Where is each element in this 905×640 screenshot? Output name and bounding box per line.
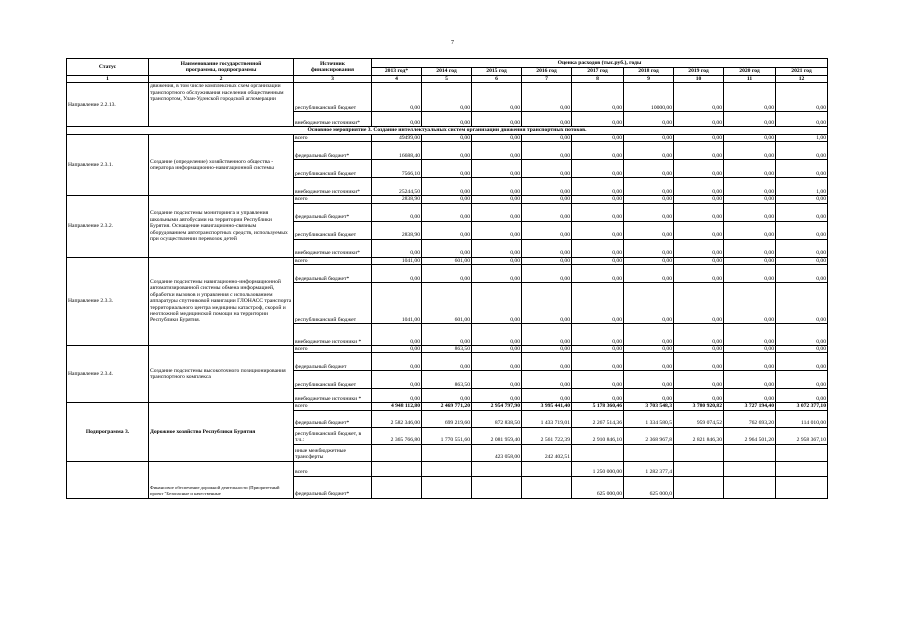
- block-2213-value: 0,00: [776, 83, 828, 112]
- block-232-value: 0,00: [624, 196, 674, 203]
- block-road-fund-value: 625 000,00: [572, 476, 624, 498]
- block-234-row: [67, 346, 828, 353]
- block-231-name: Создание (определение) хозяйственного общества - оператора информационно-навигационной системы: [149, 134, 294, 195]
- block-road-fund-value: [522, 476, 572, 498]
- block-232-value: 0,00: [572, 203, 624, 221]
- block-232-value: 0,00: [572, 221, 624, 239]
- block-231-value: 0,00: [422, 134, 472, 141]
- block-234-value: 0,00: [572, 371, 624, 389]
- block-road-fund-value: [776, 461, 828, 476]
- block-234-name: Создание подсистемы высокоточного позиционирования транспортного комплекса: [149, 346, 294, 403]
- block-234-value: 0,00: [372, 353, 422, 371]
- block-2213-status: Направление 2.2.13.: [67, 83, 149, 127]
- block-234-value: 0,00: [472, 346, 522, 353]
- subprogram-3-value: 2 582 346,00: [372, 410, 422, 427]
- block-232-value: 0,00: [776, 239, 828, 257]
- header-source-line2: финансирования: [310, 67, 355, 73]
- block-road-fund-value: [674, 476, 724, 498]
- block-2213-value: 0,00: [674, 83, 724, 112]
- block-233-value: 0,00: [674, 265, 724, 283]
- block-233-value: 0,00: [624, 265, 674, 283]
- block-2213-value: 0,00: [724, 112, 776, 127]
- block-234-source: всего: [294, 346, 372, 353]
- block-231-value: 0,00: [572, 178, 624, 196]
- block-232-value: 0,00: [522, 203, 572, 221]
- block-234-value: 0,00: [372, 346, 422, 353]
- subprogram-3-source: всего: [294, 403, 372, 410]
- block-234-value: 0,00: [724, 353, 776, 371]
- block-234-value: 0,00: [372, 371, 422, 389]
- block-232-value: 0,00: [472, 203, 522, 221]
- block-2213-value: 0,00: [624, 112, 674, 127]
- block-232-value: 0,00: [472, 239, 522, 257]
- block-232-value: 0,00: [674, 196, 724, 203]
- subprogram-3-row: [67, 403, 828, 410]
- block-231-value: 49499,00: [372, 134, 422, 141]
- block-231-value: 0,00: [776, 142, 828, 160]
- block-234-value: 0,00: [522, 389, 572, 403]
- block-233-value: 0,00: [472, 324, 522, 346]
- block-232-source: внебюджетные источники*: [294, 239, 372, 257]
- block-road-fund-name: Финансовое обеспечение дорожной деятельности (Приоритетный проект "Безопасные и качественные: [149, 461, 294, 498]
- main-event-3: Основное мероприятие 3. Создание интеллектуальных систем организации движения транспортных потоков.: [67, 127, 828, 134]
- block-232-name: Создание подсистемы мониторинга и управления школьными автобусами на территории Республики Бурятия. Оснащение навигационно-связным оборудованием автотранспортных средств, используемых при осуществлении перевозок детей: [149, 196, 294, 257]
- block-2213-source: республиканский бюджет: [294, 83, 372, 112]
- subprogram-3-value: 1 433 719,01: [522, 410, 572, 427]
- subprogram-3-value: 2 954 797,90: [472, 403, 522, 410]
- subprogram-3-value: 423 058,00: [472, 444, 522, 461]
- subprogram-3-value: 114 010,00: [776, 410, 828, 427]
- block-231-source: республиканский бюджет: [294, 160, 372, 178]
- header-col-number: 5: [422, 76, 472, 83]
- block-232-value: 0,00: [724, 203, 776, 221]
- subprogram-3-source: федеральный бюджет*: [294, 410, 372, 427]
- subprogram-3-value: [776, 444, 828, 461]
- block-232-source: федеральный бюджет*: [294, 203, 372, 221]
- block-road-fund-value: 1 282 377,4: [624, 461, 674, 476]
- block-233-value: 0,00: [724, 257, 776, 264]
- subprogram-3-value: 3 072 377,10: [776, 403, 828, 410]
- block-231-value: 0,00: [572, 160, 624, 178]
- block-231-value: 0,00: [674, 134, 724, 141]
- block-road-fund-value: [422, 476, 472, 498]
- subprogram-3-value: 3 780 920,82: [674, 403, 724, 410]
- block-234-value: 863,50: [422, 346, 472, 353]
- block-232-value: 0,00: [522, 239, 572, 257]
- subprogram-3-name: Дорожное хозяйство Республики Бурятия: [149, 403, 294, 461]
- block-233-value: 0,00: [422, 265, 472, 283]
- block-233-value: 0,00: [724, 283, 776, 324]
- block-234-value: 0,00: [776, 353, 828, 371]
- block-234-value: 0,00: [522, 346, 572, 353]
- block-234-value: 0,00: [724, 371, 776, 389]
- subprogram-3-source: иные межбюджетные трансферты: [294, 444, 372, 461]
- block-233-value: 0,00: [522, 283, 572, 324]
- block-road-fund-source: всего: [294, 461, 372, 476]
- subprogram-3-value: 762 693,20: [724, 410, 776, 427]
- block-234-value: 0,00: [522, 353, 572, 371]
- block-234-source: внебюджетные источники *: [294, 389, 372, 403]
- block-231-value: 0,00: [724, 178, 776, 196]
- block-2213-value: 0,00: [522, 112, 572, 127]
- block-233-value: 0,00: [724, 324, 776, 346]
- header-col-number: 2: [149, 76, 294, 83]
- subprogram-3-value: 5 178 360,46: [572, 403, 624, 410]
- header-col-number: 6: [472, 76, 522, 83]
- subprogram-3-value: 1 770 551,60: [422, 427, 472, 444]
- header-col-number: 10: [674, 76, 724, 83]
- block-233-value: 0,00: [472, 265, 522, 283]
- block-2213-value: 0,00: [572, 112, 624, 127]
- subprogram-3-value: 2 958 367,10: [776, 427, 828, 444]
- subprogram-3-value: 1 334 580,5: [624, 410, 674, 427]
- subprogram-3-value: 959 074,52: [674, 410, 724, 427]
- block-2213-value: 0,00: [724, 83, 776, 112]
- block-231-value: 0,00: [422, 160, 472, 178]
- block-232-status: Направление 2.3.2.: [67, 196, 149, 257]
- block-231-value: 1,00: [776, 178, 828, 196]
- header-year: 2015 год: [472, 68, 522, 76]
- header-col-number: 4: [372, 76, 422, 83]
- subprogram-3-value: 3 995 441,40: [522, 403, 572, 410]
- subprogram-3-value: 3 703 548,3: [624, 403, 674, 410]
- header-col-number: 11: [724, 76, 776, 83]
- header-year: 2017 год: [572, 68, 624, 76]
- header-year: 2021 год: [776, 68, 828, 76]
- block-234-status: Направление 2.3.4.: [67, 346, 149, 403]
- block-232-value: 0,00: [776, 203, 828, 221]
- block-234-value: 0,00: [674, 389, 724, 403]
- block-231-value: 0,00: [624, 134, 674, 141]
- header-program: [149, 59, 294, 76]
- header-program-line2: программы, подпрограммы: [185, 67, 257, 73]
- block-231-value: 0,00: [624, 178, 674, 196]
- subprogram-3-value: 2 910 846,10: [572, 427, 624, 444]
- block-234-value: 0,00: [674, 346, 724, 353]
- header-program-line1: Наименование государственной: [180, 60, 262, 67]
- block-232-value: 0,00: [522, 196, 572, 203]
- block-233-value: 0,00: [724, 265, 776, 283]
- subprogram-3-value: 2 267 514,36: [572, 410, 624, 427]
- main-event-row: [67, 127, 828, 134]
- block-234-source: республиканский бюджет: [294, 371, 372, 389]
- block-231-value: 16688,40: [372, 142, 422, 160]
- subprogram-3-status: Подпрограмма 3.: [67, 403, 149, 461]
- header-col-number: 7: [522, 76, 572, 83]
- block-234-source: федеральный бюджет: [294, 353, 372, 371]
- block-231-value: 0,00: [572, 134, 624, 141]
- subprogram-3-value: 3 727 194,40: [724, 403, 776, 410]
- subprogram-3-value: [422, 444, 472, 461]
- block-233-value: 0,00: [472, 257, 522, 264]
- block-231-value: 0,00: [472, 134, 522, 141]
- block-232-value: 2838,90: [372, 196, 422, 203]
- block-234-value: 0,00: [572, 389, 624, 403]
- block-232-value: 0,00: [572, 196, 624, 203]
- block-road-fund-value: [674, 461, 724, 476]
- subprogram-3-value: 2 368 967,8: [624, 427, 674, 444]
- block-234-value: 0,00: [624, 346, 674, 353]
- header-status: Статус: [67, 59, 149, 76]
- subprogram-3-source: республиканский бюджет, в т.ч.:: [294, 427, 372, 444]
- block-road-fund-status: [67, 461, 149, 498]
- block-road-fund-value: [522, 461, 572, 476]
- block-2213-value: 0,00: [472, 112, 522, 127]
- block-232-value: 0,00: [724, 196, 776, 203]
- block-233-value: 0,00: [776, 283, 828, 324]
- block-232-value: 0,00: [522, 221, 572, 239]
- block-231-value: 0,00: [624, 142, 674, 160]
- block-road-fund-value: [724, 476, 776, 498]
- block-233-value: 0,00: [472, 283, 522, 324]
- header-col-number: 12: [776, 76, 828, 83]
- block-road-fund-value: [372, 461, 422, 476]
- header-year: 2016 год: [522, 68, 572, 76]
- block-231-row: [67, 134, 828, 141]
- block-231-source: внебюджетные источники*: [294, 178, 372, 196]
- block-232-row: [67, 196, 828, 203]
- block-234-value: 0,00: [624, 371, 674, 389]
- block-231-value: 0,00: [624, 160, 674, 178]
- block-231-value: 7566,10: [372, 160, 422, 178]
- block-231-status: Направление 2.3.1.: [67, 134, 149, 195]
- header-numbers-row: [67, 76, 828, 83]
- block-231-value: 0,00: [522, 178, 572, 196]
- subprogram-3-value: 699 219,60: [422, 410, 472, 427]
- block-231-value: 0,00: [472, 160, 522, 178]
- block-231-value: 0,00: [422, 142, 472, 160]
- block-232-value: 0,00: [472, 196, 522, 203]
- block-2213-value: 0,00: [472, 83, 522, 112]
- block-233-value: 0,00: [572, 283, 624, 324]
- block-232-value: 0,00: [624, 221, 674, 239]
- block-231-value: 0,00: [674, 142, 724, 160]
- block-231-value: 0,00: [724, 142, 776, 160]
- block-231-source: федеральный бюджет*: [294, 142, 372, 160]
- block-234-value: 0,00: [674, 353, 724, 371]
- block-232-value: 0,00: [674, 239, 724, 257]
- block-234-value: 0,00: [674, 371, 724, 389]
- header-source-line1: Источник: [320, 60, 345, 67]
- subprogram-3-value: 2 081 959,40: [472, 427, 522, 444]
- block-234-value: 0,00: [372, 389, 422, 403]
- block-233-source: федеральный бюджет*: [294, 265, 372, 283]
- block-road-fund-value: [776, 476, 828, 498]
- block-232-value: 0,00: [674, 203, 724, 221]
- block-233-status: Направление 2.3.3.: [67, 257, 149, 345]
- block-233-value: 0,00: [624, 257, 674, 264]
- subprogram-3-value: [372, 444, 422, 461]
- subprogram-3-value: 242 402,51: [522, 444, 572, 461]
- block-234-value: 0,00: [624, 353, 674, 371]
- block-231-source: всего: [294, 134, 372, 141]
- block-231-value: 0,00: [472, 178, 522, 196]
- block-231-value: 0,00: [522, 160, 572, 178]
- block-232-value: 0,00: [422, 221, 472, 239]
- block-2213-value: 0,00: [522, 83, 572, 112]
- subprogram-3-value: 4 948 112,80: [372, 403, 422, 410]
- subprogram-3-value: 2 365 766,80: [372, 427, 422, 444]
- block-232-value: 0,00: [372, 203, 422, 221]
- block-233-value: 0,00: [522, 324, 572, 346]
- block-road-fund-row: [67, 461, 828, 476]
- block-234-value: 0,00: [624, 389, 674, 403]
- header-col-number: 1: [67, 76, 149, 83]
- block-2213-value: 0,00: [422, 83, 472, 112]
- block-233-value: 0,00: [522, 257, 572, 264]
- block-232-source: республиканский бюджет: [294, 221, 372, 239]
- block-234-value: 0,00: [776, 389, 828, 403]
- block-233-value: 0,00: [572, 265, 624, 283]
- block-234-value: 0,00: [422, 353, 472, 371]
- block-232-value: 0,00: [674, 221, 724, 239]
- block-2213-source: внебюджетные источники*: [294, 112, 372, 127]
- block-231-value: 1,00: [776, 134, 828, 141]
- block-232-value: 0,00: [572, 239, 624, 257]
- block-231-value: 0,00: [724, 134, 776, 141]
- block-234-value: 0,00: [776, 371, 828, 389]
- block-231-value: 0,00: [522, 142, 572, 160]
- block-233-source: внебюджетные источники *: [294, 324, 372, 346]
- block-232-value: 0,00: [472, 221, 522, 239]
- block-road-fund-value: [472, 461, 522, 476]
- block-232-value: 0,00: [624, 203, 674, 221]
- header-row: [67, 59, 828, 68]
- block-road-fund-value: [372, 476, 422, 498]
- block-2213-value: 0,00: [372, 83, 422, 112]
- subprogram-3-value: [572, 444, 624, 461]
- block-233-value: 0,00: [674, 324, 724, 346]
- subprogram-3-value: [624, 444, 674, 461]
- subprogram-3-value: [724, 444, 776, 461]
- header-year: 2013 год*: [372, 68, 422, 76]
- block-231-value: 0,00: [422, 178, 472, 196]
- block-232-value: 0,00: [422, 203, 472, 221]
- block-234-value: 0,00: [724, 389, 776, 403]
- block-231-value: 0,00: [472, 142, 522, 160]
- header-col-number: 9: [624, 76, 674, 83]
- block-231-value: 0,00: [724, 160, 776, 178]
- block-234-value: 0,00: [572, 346, 624, 353]
- block-234-value: 0,00: [472, 371, 522, 389]
- subprogram-3-value: 2 964 501,20: [724, 427, 776, 444]
- block-2213-value: 0,00: [572, 83, 624, 112]
- block-road-fund-value: 1 250 000,00: [572, 461, 624, 476]
- block-2213-value: 0,00: [372, 112, 422, 127]
- header-year: 2019 год: [674, 68, 724, 76]
- block-232-value: 2838,90: [372, 221, 422, 239]
- header-col-number: 8: [572, 76, 624, 83]
- header-year: 2018 год: [624, 68, 674, 76]
- block-2213-row: [67, 83, 828, 112]
- block-233-value: 601,00: [422, 257, 472, 264]
- block-233-value: 0,00: [624, 324, 674, 346]
- page-number: 7: [451, 40, 454, 46]
- block-232-value: 0,00: [776, 196, 828, 203]
- block-234-value: 863,50: [422, 371, 472, 389]
- header-source: [294, 59, 372, 76]
- block-road-fund-source: федеральный бюджет*: [294, 476, 372, 498]
- block-232-value: 0,00: [624, 239, 674, 257]
- block-233-value: 0,00: [674, 257, 724, 264]
- block-2213-value: 0,00: [422, 112, 472, 127]
- block-233-value: 0,00: [776, 265, 828, 283]
- block-233-row: [67, 257, 828, 264]
- block-road-fund-value: [422, 461, 472, 476]
- header-col-number: 3: [294, 76, 372, 83]
- block-road-fund-value: 625 000,0: [624, 476, 674, 498]
- block-232-value: 0,00: [724, 221, 776, 239]
- block-233-value: 0,00: [624, 283, 674, 324]
- block-2213-value: 10000,00: [624, 83, 674, 112]
- block-233-value: 1041,00: [372, 283, 422, 324]
- block-234-value: 0,00: [522, 371, 572, 389]
- block-233-source: республиканский бюджет: [294, 283, 372, 324]
- block-233-value: 0,00: [422, 324, 472, 346]
- block-232-value: 0,00: [724, 239, 776, 257]
- block-233-value: 1041,00: [372, 257, 422, 264]
- subprogram-3-value: 872 838,50: [472, 410, 522, 427]
- subprogram-3-value: 2 561 722,39: [522, 427, 572, 444]
- block-233-value: 601,00: [422, 283, 472, 324]
- subprogram-3-value: 2 469 771,20: [422, 403, 472, 410]
- block-233-value: 0,00: [372, 265, 422, 283]
- block-2213-value: 0,00: [776, 112, 828, 127]
- block-231-value: 0,00: [674, 160, 724, 178]
- block-233-value: 0,00: [372, 324, 422, 346]
- block-234-value: 0,00: [776, 346, 828, 353]
- block-232-value: 0,00: [422, 196, 472, 203]
- block-road-fund-value: [472, 476, 522, 498]
- block-road-fund-value: [724, 461, 776, 476]
- block-233-name: Создание подсистемы навигационно-информационной автоматизированной системы обмена информацией, обработки вызовов и управления с использованием аппаратуры спутниковой навигации ГЛОНАСС транспорта территориального центра медицины катастроф, скорой и неотложной медицинской помощи на территории Республики Бурятия.: [149, 257, 294, 345]
- block-234-value: 0,00: [472, 389, 522, 403]
- block-233-value: 0,00: [572, 257, 624, 264]
- block-231-value: 25244,50: [372, 178, 422, 196]
- block-233-value: 0,00: [674, 283, 724, 324]
- block-234-value: 0,00: [422, 389, 472, 403]
- block-233-value: 0,00: [522, 265, 572, 283]
- block-2213-name: движения, в том числе комплексных схем организации транспортного обслуживания населения общественным транспортом, Улан-Удэнской городской агломерации: [149, 83, 294, 127]
- expenditure-table: [66, 58, 828, 499]
- block-233-value: 0,00: [776, 324, 828, 346]
- block-233-value: 0,00: [572, 324, 624, 346]
- block-231-value: 0,00: [522, 134, 572, 141]
- block-232-value: 0,00: [372, 239, 422, 257]
- block-234-value: 0,00: [472, 353, 522, 371]
- block-233-source: всего: [294, 257, 372, 264]
- block-2213-value: 0,00: [674, 112, 724, 127]
- block-234-value: 0,00: [572, 353, 624, 371]
- block-232-value: 0,00: [422, 239, 472, 257]
- block-231-value: 0,00: [674, 178, 724, 196]
- block-232-source: всего: [294, 196, 372, 203]
- header-estimate: Оценка расходов (тыс.руб.), годы: [372, 59, 828, 68]
- block-234-value: 0,00: [724, 346, 776, 353]
- block-231-value: 0,00: [776, 160, 828, 178]
- block-231-value: 0,00: [572, 142, 624, 160]
- header-year: 2020 год: [724, 68, 776, 76]
- subprogram-3-value: 2 821 846,30: [674, 427, 724, 444]
- subprogram-3-value: [674, 444, 724, 461]
- block-232-value: 0,00: [776, 221, 828, 239]
- block-233-value: 0,00: [776, 257, 828, 264]
- header-year: 2014 год: [422, 68, 472, 76]
